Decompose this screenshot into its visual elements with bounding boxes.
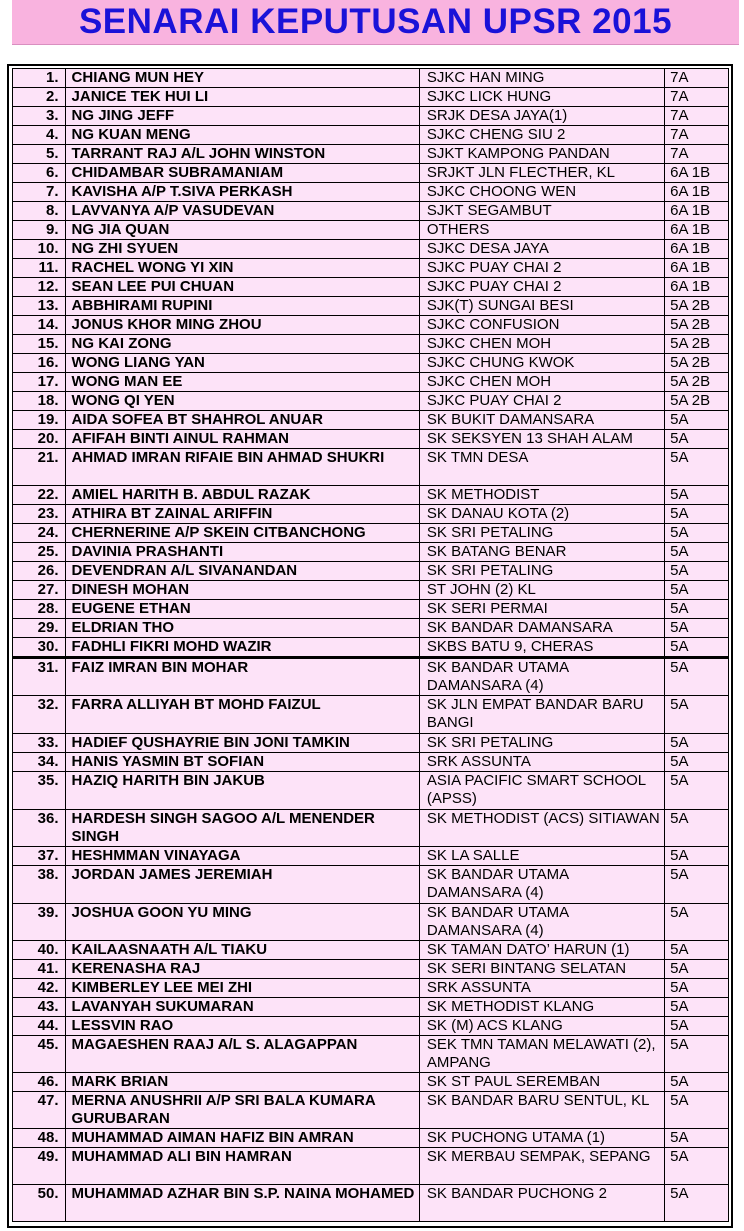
row-number: 16.	[13, 354, 66, 373]
school-name: SJKC CHUNG KWOK	[419, 354, 664, 373]
grade-result: 5A 2B	[665, 297, 729, 316]
grade-result: 5A	[665, 941, 729, 960]
school-name: SJKC PUAY CHAI 2	[419, 259, 664, 278]
table-row	[13, 619, 729, 638]
grade-result: 5A	[665, 486, 729, 505]
school-name: SK BANDAR UTAMA DAMANSARA (4)	[419, 904, 664, 941]
school-name: SJKC CHEN MOH	[419, 373, 664, 392]
grade-result: 5A 2B	[665, 354, 729, 373]
school-name: SK BANDAR UTAMA DAMANSARA (4)	[419, 866, 664, 904]
grade-result: 5A	[665, 810, 729, 847]
row-number: 11.	[13, 259, 66, 278]
grade-result: 5A	[665, 543, 729, 562]
grade-result: 5A	[665, 524, 729, 543]
student-name: HESHMMAN VINAYAGA	[65, 847, 419, 866]
table-row	[13, 600, 729, 619]
grade-result: 6A 1B	[665, 278, 729, 297]
school-name: SK BANDAR UTAMA DAMANSARA (4)	[419, 658, 664, 696]
grade-result: 5A	[665, 638, 729, 658]
row-number: 30.	[13, 638, 66, 658]
student-name: KIMBERLEY LEE MEI ZHI	[65, 979, 419, 998]
student-name: MUHAMMAD ALI BIN HAMRAN	[65, 1148, 419, 1185]
student-name: KERENASHA RAJ	[65, 960, 419, 979]
title-banner	[12, 0, 739, 45]
table-row	[13, 979, 729, 998]
school-name: SK SRI PETALING	[419, 562, 664, 581]
row-number: 8.	[13, 202, 66, 221]
table-row	[13, 411, 729, 430]
row-number: 42.	[13, 979, 66, 998]
school-name: SRJK DESA JAYA(1)	[419, 107, 664, 126]
table-row	[13, 278, 729, 297]
student-name: LESSVIN RAO	[65, 1017, 419, 1036]
grade-result: 5A	[665, 866, 729, 904]
table-row	[13, 88, 729, 107]
table-row	[13, 449, 729, 486]
row-number: 41.	[13, 960, 66, 979]
grade-result: 7A	[665, 88, 729, 107]
grade-result: 5A	[665, 753, 729, 772]
row-number: 45.	[13, 1036, 66, 1073]
student-name: DEVENDRAN A/L SIVANANDAN	[65, 562, 419, 581]
row-number: 1.	[13, 69, 66, 88]
student-name: CHERNERINE A/P SKEIN CITBANCHONG	[65, 524, 419, 543]
student-name: TARRANT RAJ A/L JOHN WINSTON	[65, 145, 419, 164]
school-name: SJKC CHOONG WEN	[419, 183, 664, 202]
grade-result: 5A	[665, 1185, 729, 1222]
table-row	[13, 658, 729, 696]
school-name: SK DANAU KOTA (2)	[419, 505, 664, 524]
school-name: SJKC DESA JAYA	[419, 240, 664, 259]
table-row	[13, 1185, 729, 1222]
grade-result: 5A	[665, 772, 729, 810]
student-name: WONG MAN EE	[65, 373, 419, 392]
school-name: SJKC CHENG SIU 2	[419, 126, 664, 145]
grade-result: 5A	[665, 734, 729, 753]
row-number: 34.	[13, 753, 66, 772]
student-name: LAVVANYA A/P VASUDEVAN	[65, 202, 419, 221]
school-name: SJKC PUAY CHAI 2	[419, 278, 664, 297]
school-name: SK METHODIST (ACS) SITIAWAN	[419, 810, 664, 847]
school-name: SJKC PUAY CHAI 2	[419, 392, 664, 411]
student-name: JOSHUA GOON YU MING	[65, 904, 419, 941]
grade-result: 5A	[665, 600, 729, 619]
school-name: SJKC HAN MING	[419, 69, 664, 88]
grade-result: 5A	[665, 658, 729, 696]
row-number: 15.	[13, 335, 66, 354]
table-row	[13, 69, 729, 88]
row-number: 24.	[13, 524, 66, 543]
row-number: 37.	[13, 847, 66, 866]
school-name: SK SRI PETALING	[419, 524, 664, 543]
table-row	[13, 998, 729, 1017]
school-name: SK JLN EMPAT BANDAR BARU BANGI	[419, 696, 664, 734]
student-name: MERNA ANUSHRII A/P SRI BALA KUMARA GURUBARAN	[65, 1092, 419, 1129]
school-name: SK METHODIST	[419, 486, 664, 505]
student-name: NG KAI ZONG	[65, 335, 419, 354]
table-row	[13, 240, 729, 259]
table-row	[13, 866, 729, 904]
grade-result: 5A	[665, 904, 729, 941]
grade-result: 5A	[665, 505, 729, 524]
row-number: 4.	[13, 126, 66, 145]
table-row	[13, 847, 729, 866]
student-name: AFIFAH BINTI AINUL RAHMAN	[65, 430, 419, 449]
table-row	[13, 259, 729, 278]
grade-result: 5A	[665, 581, 729, 600]
school-name: SK MERBAU SEMPAK, SEPANG	[419, 1148, 664, 1185]
table-row	[13, 1129, 729, 1148]
row-number: 36.	[13, 810, 66, 847]
row-number: 9.	[13, 221, 66, 240]
school-name: SKBS BATU 9, CHERAS	[419, 638, 664, 658]
student-name: NG ZHI SYUEN	[65, 240, 419, 259]
school-name: SK PUCHONG UTAMA (1)	[419, 1129, 664, 1148]
grade-result: 6A 1B	[665, 221, 729, 240]
table-row	[13, 960, 729, 979]
row-number: 50.	[13, 1185, 66, 1222]
school-name: SK BANDAR BARU SENTUL, KL	[419, 1092, 664, 1129]
student-name: HADIEF QUSHAYRIE BIN JONI TAMKIN	[65, 734, 419, 753]
grade-result: 5A 2B	[665, 373, 729, 392]
row-number: 6.	[13, 164, 66, 183]
student-name: AIDA SOFEA BT SHAHROL ANUAR	[65, 411, 419, 430]
student-name: LAVANYAH SUKUMARAN	[65, 998, 419, 1017]
table-row	[13, 904, 729, 941]
student-name: MARK BRIAN	[65, 1073, 419, 1092]
school-name: ASIA PACIFIC SMART SCHOOL (APSS)	[419, 772, 664, 810]
table-row	[13, 354, 729, 373]
table-row	[13, 810, 729, 847]
grade-result: 5A	[665, 1092, 729, 1129]
grade-result: 5A	[665, 1036, 729, 1073]
school-name: SK SRI PETALING	[419, 734, 664, 753]
row-number: 13.	[13, 297, 66, 316]
grade-result: 7A	[665, 107, 729, 126]
table-row	[13, 202, 729, 221]
student-name: MUHAMMAD AZHAR BIN S.P. NAINA MOHAMED	[65, 1185, 419, 1222]
results-table	[12, 68, 729, 1222]
student-name: NG JING JEFF	[65, 107, 419, 126]
grade-result: 7A	[665, 69, 729, 88]
student-name: AMIEL HARITH B. ABDUL RAZAK	[65, 486, 419, 505]
student-name: RACHEL WONG YI XIN	[65, 259, 419, 278]
row-number: 27.	[13, 581, 66, 600]
grade-result: 5A	[665, 449, 729, 486]
school-name: SEK TMN TAMAN MELAWATI (2), AMPANG	[419, 1036, 664, 1073]
table-row	[13, 505, 729, 524]
grade-result: 6A 1B	[665, 183, 729, 202]
row-number: 5.	[13, 145, 66, 164]
grade-result: 6A 1B	[665, 240, 729, 259]
student-name: HARDESH SINGH SAGOO A/L MENENDER SINGH	[65, 810, 419, 847]
table-row	[13, 1148, 729, 1185]
grade-result: 5A	[665, 411, 729, 430]
student-name: MAGAESHEN RAAJ A/L S. ALAGAPPAN	[65, 1036, 419, 1073]
row-number: 39.	[13, 904, 66, 941]
student-name: KAILAASNAATH A/L TIAKU	[65, 941, 419, 960]
row-number: 25.	[13, 543, 66, 562]
school-name: SK BUKIT DAMANSARA	[419, 411, 664, 430]
grade-result: 5A	[665, 696, 729, 734]
table-row	[13, 316, 729, 335]
table-row	[13, 1036, 729, 1073]
student-name: EUGENE ETHAN	[65, 600, 419, 619]
school-name: SJKT SEGAMBUT	[419, 202, 664, 221]
row-number: 20.	[13, 430, 66, 449]
student-name: CHIANG MUN HEY	[65, 69, 419, 88]
student-name: CHIDAMBAR SUBRAMANIAM	[65, 164, 419, 183]
row-number: 32.	[13, 696, 66, 734]
row-number: 33.	[13, 734, 66, 753]
table-row	[13, 373, 729, 392]
grade-result: 5A	[665, 1148, 729, 1185]
table-row	[13, 1073, 729, 1092]
school-name: OTHERS	[419, 221, 664, 240]
student-name: FARRA ALLIYAH BT MOHD FAIZUL	[65, 696, 419, 734]
student-name: ELDRIAN THO	[65, 619, 419, 638]
grade-result: 5A	[665, 847, 729, 866]
row-number: 46.	[13, 1073, 66, 1092]
row-number: 43.	[13, 998, 66, 1017]
row-number: 49.	[13, 1148, 66, 1185]
student-name: SEAN LEE PUI CHUAN	[65, 278, 419, 297]
school-name: SK (M) ACS KLANG	[419, 1017, 664, 1036]
row-number: 26.	[13, 562, 66, 581]
school-name: SRK ASSUNTA	[419, 753, 664, 772]
row-number: 23.	[13, 505, 66, 524]
table-row	[13, 696, 729, 734]
row-number: 3.	[13, 107, 66, 126]
grade-result: 5A	[665, 1017, 729, 1036]
school-name: ST JOHN (2) KL	[419, 581, 664, 600]
student-name: WONG QI YEN	[65, 392, 419, 411]
table-row	[13, 772, 729, 810]
student-name: NG JIA QUAN	[65, 221, 419, 240]
school-name: SJK(T) SUNGAI BESI	[419, 297, 664, 316]
row-number: 21.	[13, 449, 66, 486]
row-number: 12.	[13, 278, 66, 297]
school-name: SK TAMAN DATO’ HARUN (1)	[419, 941, 664, 960]
table-row	[13, 581, 729, 600]
page-title: SENARAI KEPUTUSAN UPSR 2015	[78, 2, 673, 41]
table-row	[13, 1092, 729, 1129]
grade-result: 6A 1B	[665, 202, 729, 221]
row-number: 40.	[13, 941, 66, 960]
table-row	[13, 164, 729, 183]
student-name: JANICE TEK HUI LI	[65, 88, 419, 107]
table-row	[13, 562, 729, 581]
student-name: FAIZ IMRAN BIN MOHAR	[65, 658, 419, 696]
school-name: SRJKT JLN FLECTHER, KL	[419, 164, 664, 183]
table-row	[13, 941, 729, 960]
school-name: SK BATANG BENAR	[419, 543, 664, 562]
student-name: NG KUAN MENG	[65, 126, 419, 145]
student-name: FADHLI FIKRI MOHD WAZIR	[65, 638, 419, 658]
school-name: SK SEKSYEN 13 SHAH ALAM	[419, 430, 664, 449]
grade-result: 5A 2B	[665, 316, 729, 335]
row-number: 31.	[13, 658, 66, 696]
table-row	[13, 486, 729, 505]
table-row	[13, 221, 729, 240]
school-name: SJKC CHEN MOH	[419, 335, 664, 354]
grade-result: 6A 1B	[665, 164, 729, 183]
student-name: WONG LIANG YAN	[65, 354, 419, 373]
grade-result: 5A	[665, 562, 729, 581]
grade-result: 5A	[665, 960, 729, 979]
row-number: 2.	[13, 88, 66, 107]
row-number: 18.	[13, 392, 66, 411]
row-number: 7.	[13, 183, 66, 202]
student-name: HANIS YASMIN BT SOFIAN	[65, 753, 419, 772]
school-name: SK SERI BINTANG SELATAN	[419, 960, 664, 979]
row-number: 47.	[13, 1092, 66, 1129]
row-number: 35.	[13, 772, 66, 810]
table-row	[13, 126, 729, 145]
table-row	[13, 1017, 729, 1036]
table-row	[13, 543, 729, 562]
student-name: JONUS KHOR MING ZHOU	[65, 316, 419, 335]
student-name: JORDAN JAMES JEREMIAH	[65, 866, 419, 904]
student-name: ABBHIRAMI RUPINI	[65, 297, 419, 316]
student-name: MUHAMMAD AIMAN HAFIZ BIN AMRAN	[65, 1129, 419, 1148]
table-row	[13, 392, 729, 411]
grade-result: 6A 1B	[665, 259, 729, 278]
school-name: SK METHODIST KLANG	[419, 998, 664, 1017]
student-name: DAVINIA PRASHANTI	[65, 543, 419, 562]
table-row	[13, 145, 729, 164]
table-row	[13, 430, 729, 449]
grade-result: 5A 2B	[665, 392, 729, 411]
grade-result: 7A	[665, 126, 729, 145]
student-name: HAZIQ HARITH BIN JAKUB	[65, 772, 419, 810]
grade-result: 5A	[665, 998, 729, 1017]
grade-result: 5A	[665, 430, 729, 449]
table-row	[13, 638, 729, 658]
table-row	[13, 107, 729, 126]
row-number: 29.	[13, 619, 66, 638]
row-number: 38.	[13, 866, 66, 904]
student-name: DINESH MOHAN	[65, 581, 419, 600]
student-name: AHMAD IMRAN RIFAIE BIN AHMAD SHUKRI	[65, 449, 419, 486]
table-row	[13, 297, 729, 316]
grade-result: 7A	[665, 145, 729, 164]
school-name: SRK ASSUNTA	[419, 979, 664, 998]
grade-result: 5A 2B	[665, 335, 729, 354]
row-number: 28.	[13, 600, 66, 619]
grade-result: 5A	[665, 619, 729, 638]
school-name: SK ST PAUL SEREMBAN	[419, 1073, 664, 1092]
school-name: SJKC LICK HUNG	[419, 88, 664, 107]
grade-result: 5A	[665, 1073, 729, 1092]
table-row	[13, 183, 729, 202]
row-number: 17.	[13, 373, 66, 392]
table-row	[13, 734, 729, 753]
row-number: 10.	[13, 240, 66, 259]
student-name: KAVISHA A/P T.SIVA PERKASH	[65, 183, 419, 202]
grade-result: 5A	[665, 979, 729, 998]
student-name: ATHIRA BT ZAINAL ARIFFIN	[65, 505, 419, 524]
results-table-body	[13, 69, 729, 1222]
grade-result: 5A	[665, 1129, 729, 1148]
row-number: 48.	[13, 1129, 66, 1148]
school-name: SJKC CONFUSION	[419, 316, 664, 335]
table-row	[13, 524, 729, 543]
row-number: 19.	[13, 411, 66, 430]
school-name: SK BANDAR DAMANSARA	[419, 619, 664, 638]
school-name: SK BANDAR PUCHONG 2	[419, 1185, 664, 1222]
row-number: 14.	[13, 316, 66, 335]
school-name: SK LA SALLE	[419, 847, 664, 866]
table-row	[13, 335, 729, 354]
school-name: SJKT KAMPONG PANDAN	[419, 145, 664, 164]
row-number: 44.	[13, 1017, 66, 1036]
school-name: SK TMN DESA	[419, 449, 664, 486]
row-number: 22.	[13, 486, 66, 505]
school-name: SK SERI PERMAI	[419, 600, 664, 619]
table-row	[13, 753, 729, 772]
